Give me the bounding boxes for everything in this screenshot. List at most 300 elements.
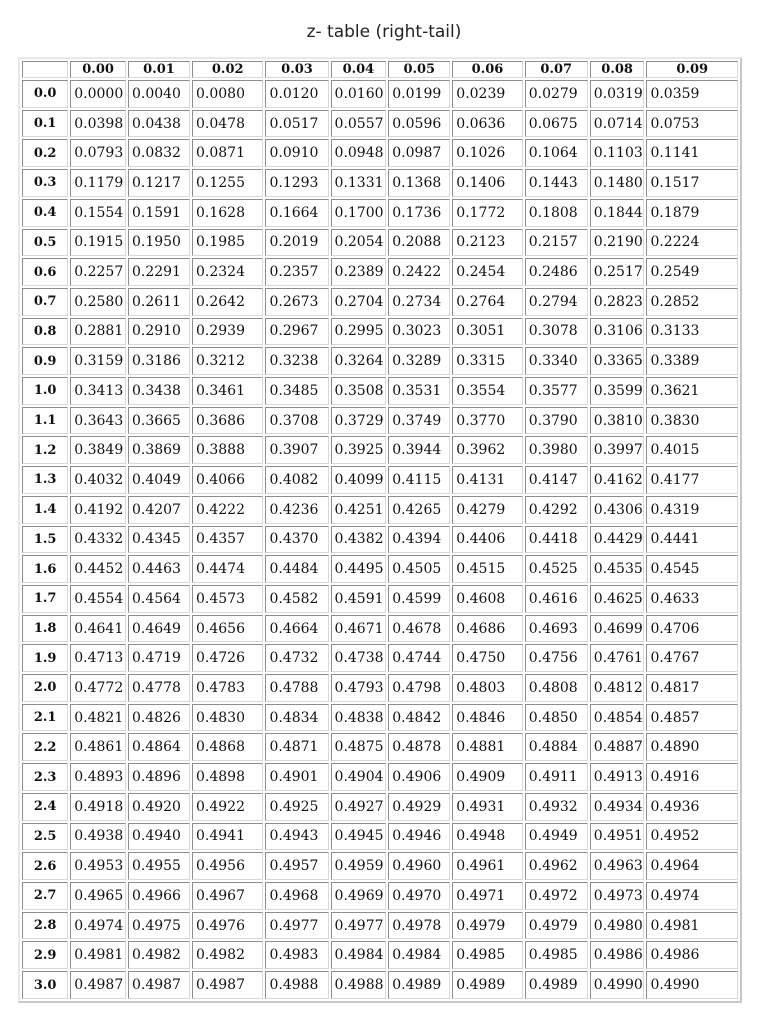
table-cell: 0.2852 xyxy=(646,288,738,316)
table-cell: 0.3962 xyxy=(452,436,522,464)
table-cell: 0.4931 xyxy=(452,793,522,821)
table-cell: 0.3643 xyxy=(70,407,126,435)
table-row xyxy=(22,229,738,257)
table-cell: 0.4484 xyxy=(265,555,328,583)
table-cell: 0.4968 xyxy=(265,882,328,910)
table-row xyxy=(22,199,738,227)
table-cell: 0.4066 xyxy=(192,466,263,494)
table-cell: 0.1406 xyxy=(452,169,522,197)
row-header: 0.5 xyxy=(22,229,68,257)
row-header: 0.2 xyxy=(22,139,68,167)
table-cell: 0.0753 xyxy=(646,110,738,138)
table-cell: 0.4934 xyxy=(590,793,645,821)
row-header: 2.7 xyxy=(22,882,68,910)
table-cell: 0.4803 xyxy=(452,674,522,702)
table-cell: 0.4049 xyxy=(128,466,190,494)
table-cell: 0.0871 xyxy=(192,139,263,167)
table-cell: 0.0948 xyxy=(331,139,387,167)
table-cell: 0.4881 xyxy=(452,733,522,761)
table-cell: 0.4890 xyxy=(646,733,738,761)
table-cell: 0.4932 xyxy=(525,793,588,821)
column-header: 0.02 xyxy=(192,61,263,78)
table-cell: 0.2123 xyxy=(452,229,522,257)
table-cell: 0.4830 xyxy=(192,704,263,732)
table-cell: 0.4222 xyxy=(192,496,263,524)
table-cell: 0.4772 xyxy=(70,674,126,702)
table-cell: 0.4962 xyxy=(525,852,588,880)
table-cell: 0.0438 xyxy=(128,110,190,138)
table-cell: 0.1064 xyxy=(525,139,588,167)
table-cell: 0.4906 xyxy=(388,763,450,791)
table-cell: 0.3944 xyxy=(388,436,450,464)
row-header: 1.0 xyxy=(22,377,68,405)
table-cell: 0.4625 xyxy=(590,585,645,613)
table-cell: 0.4929 xyxy=(388,793,450,821)
table-cell: 0.4279 xyxy=(452,496,522,524)
table-cell: 0.3554 xyxy=(452,377,522,405)
table-cell: 0.3531 xyxy=(388,377,450,405)
table-cell: 0.4988 xyxy=(265,971,328,999)
table-cell: 0.0319 xyxy=(590,80,645,108)
table-cell: 0.1950 xyxy=(128,229,190,257)
table-cell: 0.4535 xyxy=(590,555,645,583)
table-cell: 0.3289 xyxy=(388,347,450,375)
table-cell: 0.4922 xyxy=(192,793,263,821)
table-cell: 0.4429 xyxy=(590,526,645,554)
table-cell: 0.2549 xyxy=(646,258,738,286)
table-cell: 0.4545 xyxy=(646,555,738,583)
table-cell: 0.4857 xyxy=(646,704,738,732)
row-header: 0.4 xyxy=(22,199,68,227)
page-title: z- table (right-tail) xyxy=(306,22,462,42)
table-cell: 0.4985 xyxy=(525,941,588,969)
table-cell: 0.4671 xyxy=(331,615,387,643)
row-header: 2.8 xyxy=(22,912,68,940)
table-cell: 0.4495 xyxy=(331,555,387,583)
table-cell: 0.4706 xyxy=(646,615,738,643)
table-cell: 0.4904 xyxy=(331,763,387,791)
table-cell: 0.2580 xyxy=(70,288,126,316)
table-cell: 0.2324 xyxy=(192,258,263,286)
table-row xyxy=(22,407,738,435)
table-cell: 0.4582 xyxy=(265,585,328,613)
table-cell: 0.4911 xyxy=(525,763,588,791)
table-cell: 0.0910 xyxy=(265,139,328,167)
row-header: 2.1 xyxy=(22,704,68,732)
row-header: 0.8 xyxy=(22,318,68,346)
table-cell: 0.4949 xyxy=(525,823,588,851)
table-cell: 0.2257 xyxy=(70,258,126,286)
table-cell: 0.4515 xyxy=(452,555,522,583)
table-cell: 0.4925 xyxy=(265,793,328,821)
table-cell: 0.4985 xyxy=(452,941,522,969)
table-cell: 0.4474 xyxy=(192,555,263,583)
table-cell: 0.4738 xyxy=(331,644,387,672)
row-header: 0.6 xyxy=(22,258,68,286)
row-header: 0.1 xyxy=(22,110,68,138)
z-table xyxy=(18,57,742,1003)
table-cell: 0.2157 xyxy=(525,229,588,257)
table-cell: 0.4887 xyxy=(590,733,645,761)
table-row xyxy=(22,971,738,999)
row-header: 0.9 xyxy=(22,347,68,375)
table-cell: 0.2823 xyxy=(590,288,645,316)
row-header: 2.0 xyxy=(22,674,68,702)
table-cell: 0.0398 xyxy=(70,110,126,138)
row-header: 2.9 xyxy=(22,941,68,969)
column-header: 0.00 xyxy=(70,61,126,78)
table-cell: 0.4989 xyxy=(452,971,522,999)
column-header: 0.01 xyxy=(128,61,190,78)
table-cell: 0.4793 xyxy=(331,674,387,702)
table-cell: 0.4265 xyxy=(388,496,450,524)
table-cell: 0.4871 xyxy=(265,733,328,761)
table-cell: 0.4920 xyxy=(128,793,190,821)
header-row xyxy=(22,61,738,78)
table-cell: 0.4783 xyxy=(192,674,263,702)
table-cell: 0.4936 xyxy=(646,793,738,821)
table-cell: 0.4987 xyxy=(70,971,126,999)
table-cell: 0.3508 xyxy=(331,377,387,405)
table-cell: 0.3212 xyxy=(192,347,263,375)
table-cell: 0.2995 xyxy=(331,318,387,346)
table-cell: 0.4957 xyxy=(265,852,328,880)
row-header: 2.3 xyxy=(22,763,68,791)
table-cell: 0.4974 xyxy=(70,912,126,940)
table-cell: 0.4292 xyxy=(525,496,588,524)
table-cell: 0.4959 xyxy=(331,852,387,880)
row-header: 1.7 xyxy=(22,585,68,613)
table-cell: 0.3186 xyxy=(128,347,190,375)
table-cell: 0.4955 xyxy=(128,852,190,880)
table-cell: 0.4015 xyxy=(646,436,738,464)
table-cell: 0.3621 xyxy=(646,377,738,405)
table-cell: 0.4989 xyxy=(525,971,588,999)
table-cell: 0.3133 xyxy=(646,318,738,346)
table-cell: 0.1628 xyxy=(192,199,263,227)
table-cell: 0.4938 xyxy=(70,823,126,851)
table-row xyxy=(22,318,738,346)
table-cell: 0.4982 xyxy=(192,941,263,969)
table-cell: 0.4984 xyxy=(331,941,387,969)
table-cell: 0.0675 xyxy=(525,110,588,138)
table-cell: 0.4686 xyxy=(452,615,522,643)
table-cell: 0.3770 xyxy=(452,407,522,435)
table-row xyxy=(22,110,738,138)
table-cell: 0.1591 xyxy=(128,199,190,227)
table-row xyxy=(22,704,738,732)
table-cell: 0.2389 xyxy=(331,258,387,286)
table-cell: 0.4678 xyxy=(388,615,450,643)
table-cell: 0.4788 xyxy=(265,674,328,702)
table-cell: 0.4988 xyxy=(331,971,387,999)
table-cell: 0.4842 xyxy=(388,704,450,732)
table-cell: 0.3980 xyxy=(525,436,588,464)
table-cell: 0.4177 xyxy=(646,466,738,494)
row-header: 1.3 xyxy=(22,466,68,494)
table-cell: 0.4554 xyxy=(70,585,126,613)
table-cell: 0.4808 xyxy=(525,674,588,702)
table-cell: 0.4452 xyxy=(70,555,126,583)
table-body xyxy=(22,80,738,999)
table-cell: 0.4641 xyxy=(70,615,126,643)
row-header: 1.6 xyxy=(22,555,68,583)
table-cell: 0.4345 xyxy=(128,526,190,554)
table-cell: 0.1480 xyxy=(590,169,645,197)
table-cell: 0.0040 xyxy=(128,80,190,108)
table-cell: 0.4972 xyxy=(525,882,588,910)
table-cell: 0.3708 xyxy=(265,407,328,435)
table-cell: 0.4633 xyxy=(646,585,738,613)
table-cell: 0.4664 xyxy=(265,615,328,643)
table-cell: 0.4573 xyxy=(192,585,263,613)
table-cell: 0.4909 xyxy=(452,763,522,791)
row-header: 3.0 xyxy=(22,971,68,999)
table-cell: 0.4591 xyxy=(331,585,387,613)
table-cell: 0.4821 xyxy=(70,704,126,732)
table-cell: 0.4990 xyxy=(590,971,645,999)
table-cell: 0.4608 xyxy=(452,585,522,613)
table-row xyxy=(22,496,738,524)
table-cell: 0.4332 xyxy=(70,526,126,554)
table-row xyxy=(22,852,738,880)
table-cell: 0.2019 xyxy=(265,229,328,257)
table-cell: 0.4370 xyxy=(265,526,328,554)
table-cell: 0.2422 xyxy=(388,258,450,286)
table-cell: 0.0199 xyxy=(388,80,450,108)
table-cell: 0.4896 xyxy=(128,763,190,791)
table-cell: 0.4984 xyxy=(388,941,450,969)
table-cell: 0.4778 xyxy=(128,674,190,702)
table-cell: 0.4953 xyxy=(70,852,126,880)
table-row xyxy=(22,615,738,643)
row-header: 2.5 xyxy=(22,823,68,851)
table-cell: 0.2291 xyxy=(128,258,190,286)
table-cell: 0.3365 xyxy=(590,347,645,375)
table-cell: 0.4981 xyxy=(70,941,126,969)
table-cell: 0.1808 xyxy=(525,199,588,227)
corner-header-cell xyxy=(22,61,68,78)
table-cell: 0.1664 xyxy=(265,199,328,227)
table-cell: 0.4976 xyxy=(192,912,263,940)
table-row xyxy=(22,644,738,672)
table-cell: 0.4382 xyxy=(331,526,387,554)
table-cell: 0.4884 xyxy=(525,733,588,761)
row-header: 1.4 xyxy=(22,496,68,524)
table-cell: 0.4948 xyxy=(452,823,522,851)
table-cell: 0.4319 xyxy=(646,496,738,524)
table-cell: 0.3485 xyxy=(265,377,328,405)
table-cell: 0.4956 xyxy=(192,852,263,880)
row-header: 0.0 xyxy=(22,80,68,108)
table-cell: 0.4875 xyxy=(331,733,387,761)
table-cell: 0.4982 xyxy=(128,941,190,969)
table-cell: 0.4986 xyxy=(646,941,738,969)
table-cell: 0.4850 xyxy=(525,704,588,732)
table-cell: 0.1736 xyxy=(388,199,450,227)
table-cell: 0.4961 xyxy=(452,852,522,880)
table-cell: 0.4798 xyxy=(388,674,450,702)
column-header: 0.09 xyxy=(646,61,738,78)
table-cell: 0.4192 xyxy=(70,496,126,524)
table-cell: 0.4082 xyxy=(265,466,328,494)
table-cell: 0.4898 xyxy=(192,763,263,791)
column-header: 0.06 xyxy=(452,61,522,78)
table-cell: 0.4406 xyxy=(452,526,522,554)
table-cell: 0.4236 xyxy=(265,496,328,524)
table-cell: 0.3078 xyxy=(525,318,588,346)
table-cell: 0.4918 xyxy=(70,793,126,821)
row-header: 2.6 xyxy=(22,852,68,880)
table-cell: 0.4987 xyxy=(192,971,263,999)
table-cell: 0.4505 xyxy=(388,555,450,583)
table-cell: 0.4812 xyxy=(590,674,645,702)
table-cell: 0.4943 xyxy=(265,823,328,851)
table-cell: 0.4946 xyxy=(388,823,450,851)
row-header: 1.1 xyxy=(22,407,68,435)
table-row xyxy=(22,882,738,910)
table-cell: 0.0793 xyxy=(70,139,126,167)
table-cell: 0.4394 xyxy=(388,526,450,554)
table-cell: 0.0714 xyxy=(590,110,645,138)
table-row xyxy=(22,674,738,702)
table-cell: 0.4761 xyxy=(590,644,645,672)
table-row xyxy=(22,585,738,613)
table-cell: 0.4980 xyxy=(590,912,645,940)
table-cell: 0.4973 xyxy=(590,882,645,910)
table-cell: 0.4979 xyxy=(452,912,522,940)
table-cell: 0.4940 xyxy=(128,823,190,851)
table-cell: 0.4599 xyxy=(388,585,450,613)
table-cell: 0.2704 xyxy=(331,288,387,316)
table-cell: 0.4952 xyxy=(646,823,738,851)
table-cell: 0.4987 xyxy=(128,971,190,999)
table-cell: 0.4951 xyxy=(590,823,645,851)
table-cell: 0.0517 xyxy=(265,110,328,138)
table-cell: 0.2910 xyxy=(128,318,190,346)
table-cell: 0.3810 xyxy=(590,407,645,435)
table-cell: 0.3264 xyxy=(331,347,387,375)
table-cell: 0.4941 xyxy=(192,823,263,851)
table-cell: 0.4693 xyxy=(525,615,588,643)
table-cell: 0.3106 xyxy=(590,318,645,346)
table-cell: 0.2054 xyxy=(331,229,387,257)
table-cell: 0.4893 xyxy=(70,763,126,791)
table-cell: 0.4115 xyxy=(388,466,450,494)
table-cell: 0.2642 xyxy=(192,288,263,316)
table-cell: 0.0279 xyxy=(525,80,588,108)
table-cell: 0.1844 xyxy=(590,199,645,227)
table-cell: 0.3389 xyxy=(646,347,738,375)
table-cell: 0.1293 xyxy=(265,169,328,197)
table-cell: 0.4826 xyxy=(128,704,190,732)
table-cell: 0.4131 xyxy=(452,466,522,494)
table-cell: 0.0359 xyxy=(646,80,738,108)
table-cell: 0.4719 xyxy=(128,644,190,672)
table-cell: 0.4983 xyxy=(265,941,328,969)
table-cell: 0.4418 xyxy=(525,526,588,554)
table-cell: 0.4699 xyxy=(590,615,645,643)
row-header: 0.7 xyxy=(22,288,68,316)
table-row xyxy=(22,258,738,286)
table-cell: 0.1179 xyxy=(70,169,126,197)
table-cell: 0.4979 xyxy=(525,912,588,940)
table-cell: 0.4099 xyxy=(331,466,387,494)
table-cell: 0.4861 xyxy=(70,733,126,761)
table-cell: 0.4525 xyxy=(525,555,588,583)
row-header: 1.2 xyxy=(22,436,68,464)
table-cell: 0.4838 xyxy=(331,704,387,732)
table-cell: 0.3830 xyxy=(646,407,738,435)
table-cell: 0.4989 xyxy=(388,971,450,999)
table-cell: 0.3849 xyxy=(70,436,126,464)
table-cell: 0.2486 xyxy=(525,258,588,286)
table-cell: 0.4978 xyxy=(388,912,450,940)
table-cell: 0.1103 xyxy=(590,139,645,167)
table-cell: 0.4967 xyxy=(192,882,263,910)
table-cell: 0.3997 xyxy=(590,436,645,464)
row-header: 1.5 xyxy=(22,526,68,554)
column-header: 0.07 xyxy=(525,61,588,78)
row-header: 1.9 xyxy=(22,644,68,672)
table-cell: 0.4964 xyxy=(646,852,738,880)
table-cell: 0.4927 xyxy=(331,793,387,821)
column-header: 0.05 xyxy=(388,61,450,78)
table-cell: 0.2517 xyxy=(590,258,645,286)
table-cell: 0.2673 xyxy=(265,288,328,316)
table-cell: 0.0987 xyxy=(388,139,450,167)
table-cell: 0.1141 xyxy=(646,139,738,167)
table-cell: 0.4960 xyxy=(388,852,450,880)
table-cell: 0.4846 xyxy=(452,704,522,732)
table-cell: 0.4913 xyxy=(590,763,645,791)
table-cell: 0.2939 xyxy=(192,318,263,346)
table-cell: 0.4901 xyxy=(265,763,328,791)
table-row xyxy=(22,347,738,375)
table-cell: 0.4564 xyxy=(128,585,190,613)
table-row xyxy=(22,80,738,108)
table-cell: 0.4713 xyxy=(70,644,126,672)
table-cell: 0.3888 xyxy=(192,436,263,464)
table-cell: 0.4986 xyxy=(590,941,645,969)
table-cell: 0.2190 xyxy=(590,229,645,257)
table-cell: 0.3925 xyxy=(331,436,387,464)
table-cell: 0.2088 xyxy=(388,229,450,257)
table-cell: 0.4878 xyxy=(388,733,450,761)
table-cell: 0.1517 xyxy=(646,169,738,197)
table-cell: 0.0636 xyxy=(452,110,522,138)
table-row xyxy=(22,793,738,821)
table-cell: 0.4974 xyxy=(646,882,738,910)
table-cell: 0.3577 xyxy=(525,377,588,405)
table-cell: 0.0120 xyxy=(265,80,328,108)
table-cell: 0.3051 xyxy=(452,318,522,346)
table-cell: 0.4756 xyxy=(525,644,588,672)
table-row xyxy=(22,733,738,761)
table-cell: 0.4147 xyxy=(525,466,588,494)
table-cell: 0.4854 xyxy=(590,704,645,732)
table-cell: 0.3340 xyxy=(525,347,588,375)
table-cell: 0.4864 xyxy=(128,733,190,761)
table-cell: 0.1772 xyxy=(452,199,522,227)
table-cell: 0.3315 xyxy=(452,347,522,375)
table-cell: 0.0160 xyxy=(331,80,387,108)
row-header: 2.2 xyxy=(22,733,68,761)
table-cell: 0.3729 xyxy=(331,407,387,435)
column-header: 0.04 xyxy=(331,61,387,78)
table-row xyxy=(22,139,738,167)
table-cell: 0.3438 xyxy=(128,377,190,405)
